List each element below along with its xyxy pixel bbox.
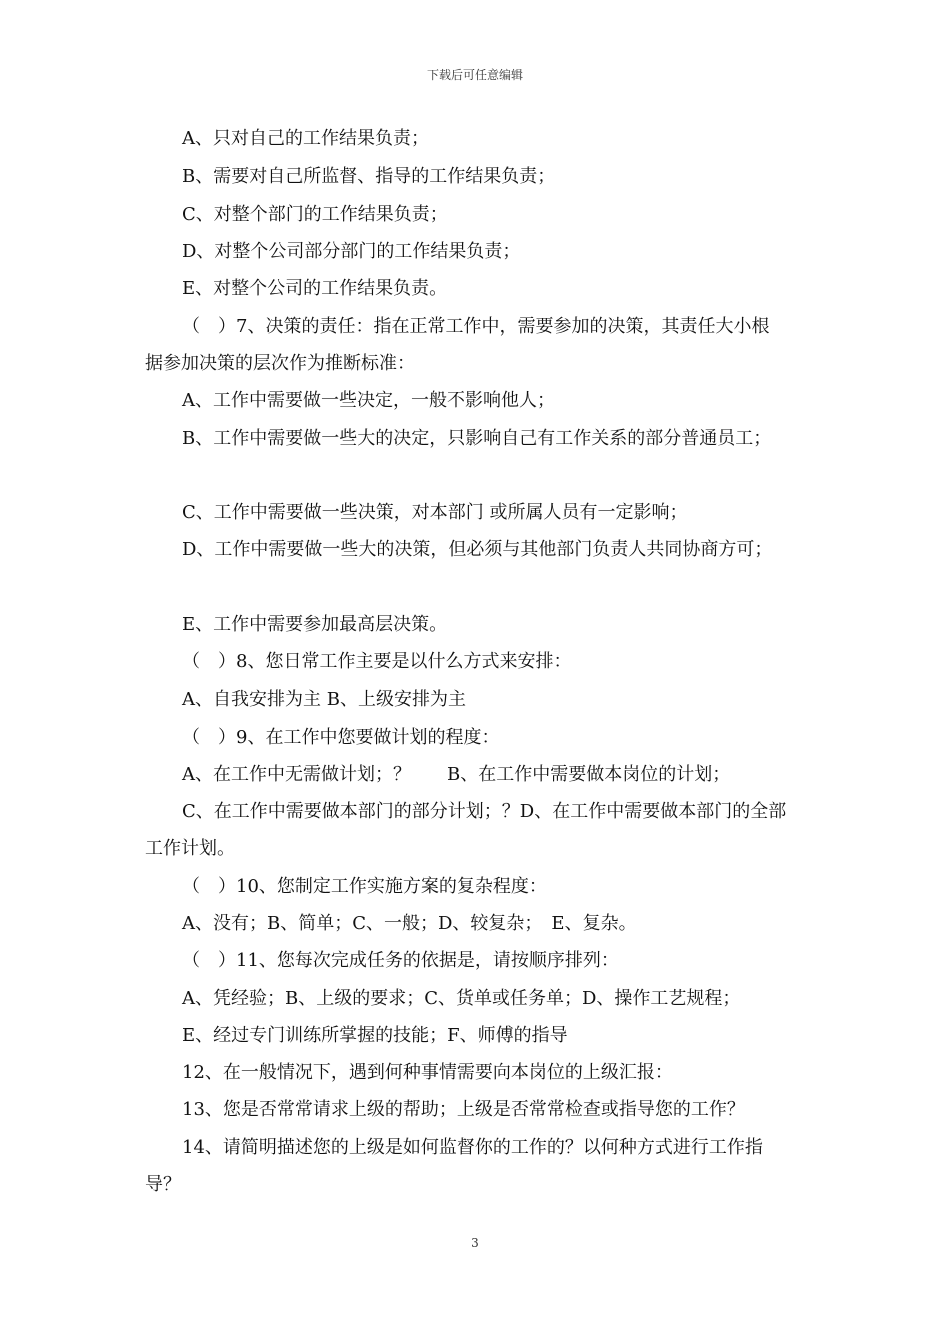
question-line: 导？	[145, 1174, 181, 1195]
option-line: 工作计划。	[145, 838, 235, 859]
option-line: D、工作中需要做一些大的决策，但必须与其他部门负责人共同协商方可；	[182, 539, 773, 560]
question-line: （ ）10、您制定工作实施方案的复杂程度：	[182, 876, 547, 897]
question-line: （ ）11、您每次完成任务的依据是，请按顺序排列：	[182, 950, 619, 971]
option-line: A、在工作中无需做计划；？ B、在工作中需要做本岗位的计划；	[182, 764, 731, 785]
option-line: C、对整个部门的工作结果负责；	[182, 204, 448, 225]
option-line: A、只对自己的工作结果负责；	[182, 128, 429, 149]
question-line: 12、在一般情况下，遇到何种事情需要向本岗位的上级汇报：	[182, 1062, 673, 1083]
option-line: A、凭经验；B、上级的要求；C、货单或任务单；D、操作工艺规程；	[182, 988, 741, 1009]
option-line: C、工作中需要做一些决策，对本部门 或所属人员有一定影响；	[182, 502, 688, 523]
question-line: （ ）9、在工作中您要做计划的程度：	[182, 727, 500, 748]
question-line: 据参加决策的层次作为推断标准：	[145, 353, 415, 374]
option-line: E、经过专门训练所掌握的技能；F、师傅的指导	[182, 1025, 568, 1046]
option-line: A、自我安排为主 B、上级安排为主	[182, 689, 466, 710]
page-header: 下载后可任意编辑	[426, 68, 523, 82]
question-line: （ ）7、决策的责任：指在正常工作中，需要参加的决策，其责任大小根	[182, 316, 770, 337]
option-line: B、需要对自己所监督、指导的工作结果负责；	[182, 166, 556, 187]
option-line: D、对整个公司部分部门的工作结果负责；	[182, 241, 521, 262]
page-number: 3	[471, 1236, 479, 1250]
option-line: B、工作中需要做一些大的决定，只影响自己有工作关系的部分普通员工；	[182, 428, 772, 449]
question-line: （ ）8、您日常工作主要是以什么方式来安排：	[182, 651, 572, 672]
question-line: 14、请简明描述您的上级是如何监督你的工作的？以何种方式进行工作指	[182, 1137, 763, 1158]
option-line: C、在工作中需要做本部门的部分计划；？D、在工作中需要做本部门的全部	[182, 801, 787, 822]
option-line: E、对整个公司的工作结果负责。	[182, 278, 448, 299]
option-line: A、工作中需要做一些决定，一般不影响他人；	[182, 390, 555, 411]
question-line: 13、您是否常常请求上级的帮助；上级是否常常检查或指导您的工作？	[182, 1099, 745, 1120]
option-line: E、工作中需要参加最高层决策。	[182, 614, 448, 635]
option-line: A、没有；B、简单；C、一般；D、较复杂； E、复杂。	[182, 913, 637, 934]
